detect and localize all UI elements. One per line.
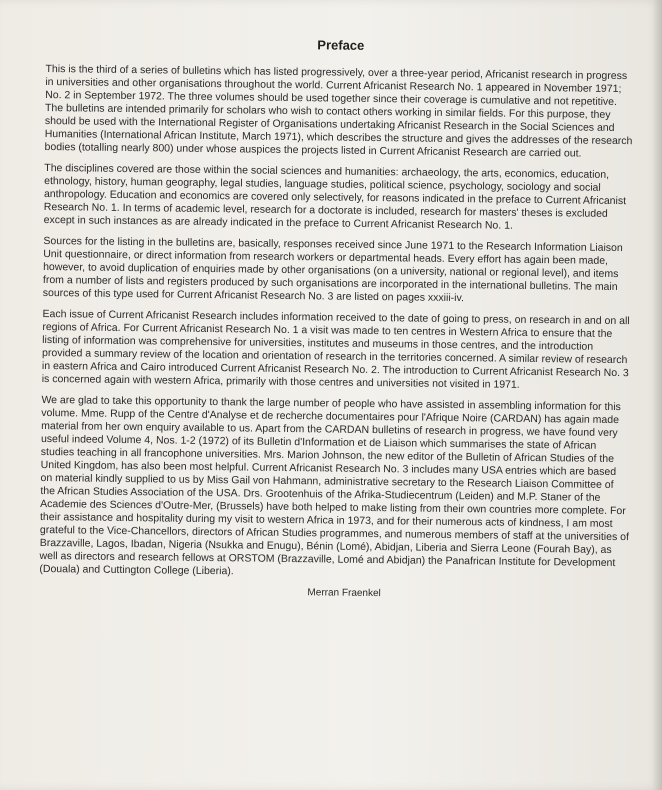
paragraph-introduction: This is the third of a series of bulletins which has listed progressively, over a three-year period, Africanist research in progress in universities and other organisations throughout the world. Current Africanist Research No. 1 appeared in November 1971; No. 2 in September 1972. The three volumes should be used together since their coverage is cumulative and not repetitive. The bulletins are intended primarily for scholars who wish to contact others working in similar fields. For this purpose, they should be used with the International Register of Organisations undertaking Africanist Research in the Social Sciences and Humanities (International African Institute, March 1971), which describes the structure and gives the addresses of the research bodies (totalling nearly 800) under whose auspices the projects listed in Current Africanist Research are carried out.: [44, 62, 633, 160]
paragraph-sources: Sources for the listing in the bulletins are, basically, responses received since June 1971 to the Research Information Liaison Unit questionnaire, or direct information from research workers or departmental heads. Every effort has again been made, however, to avoid duplication of enquiries made by other organisations (on a university, national or regional level), and items from a number of lists and registers produced by such organisations are incorporated in the international bulletins. The main sources of this type used for Current Africanist Research No. 3 are listed on pages xxxiii-iv.: [42, 234, 623, 305]
paragraph-acknowledgements: We are glad to take this opportunity to thank the large number of people who have assisted in assembling information for this volume. Mme. Rupp of the Centre d'Analyse et de recherche documentaires pour l'Afrique Noire (CARDAN) has again made material from her own enquiry available to us. Apart from the CARDAN bulletins of research in progress, we have found very useful indeed Volume 4, Nos. 1-2 (1972) of its Bulletin d'Information et de Liaison which summarises the state of African studies teaching in all francophone universities. Mrs. Marion Johnson, the new editor of the Bulletin of African Studies of the United Kingdom, has also been most helpful. Current Africanist Research No. 3 includes many USA entries which are based on material kindly supplied to us by Miss Gail von Hahmann, administrative secretary to the Research Liaison Committee of the African Studies Association of the USA. Drs. Grootenhuis of the Afrika-Studiecentrum (Leiden) and M.P. Staner of the Academie des Sciences d'Outre-Mer, (Brussels) have both helped to make listing from their own countries more complete. For their assistance and hospitality during my visit to western Africa in 1973, and for their numerous acts of kindness, I am most grateful to the Vice-Chancellors, directors of African Studies programmes, and numerous members of staff at the universities of Brazzaville, Lagos, Ibadan, Nigeria (Nsukka and Enugu), Bénin (Lomé), Abidjan, Liberia and Sierra Leone (Fourah Bay), as well as directors and research fellows at ORSTOM (Brazzaville, Lomé and Abidjan) the Panafrican Institute for Development (Douala) and Cuttington College (Liberia).: [39, 393, 629, 578]
page-edge-shadow: [652, 0, 662, 790]
page-title: Preface: [317, 37, 365, 53]
preface-content: [39, 30, 636, 602]
author-signature: Merran Fraenkel: [307, 587, 381, 600]
paragraph-coverage: Each issue of Current Africanist Research includes information received to the date of going to press, on research in and on all regions of Africa. For Current Africanist Research No. 1 a visit was made to ten centres in Western Africa to ensure that the listing of information was comprehensive for universities, institutes and museums in those centres, and the introduction provided a summary review of the location and orientation of research in the territories concerned. A similar review of research in eastern Africa and Cairo introduced Current Africanist Research No. 2. The introduction to Current Africanist Research No. 3 is concerned again with western Africa, primarily with those centres and universities not visited in 1971.: [41, 307, 630, 391]
paragraph-disciplines: The disciplines covered are those within the social sciences and humanities: archaeology, the arts, economics, education, ethnology, history, human geography, legal studies, language studies, political science, psychology, sociology and social anthropology. Education and economics are covered only selectively, for reasons indicated in the preface to Current Africanist Research No. 1. In terms of academic level, research for a doctorate is included, research for masters' theses is excluded except in such instances as are already indicated in the preface to Current Africanist Research No. 1.: [43, 161, 627, 232]
